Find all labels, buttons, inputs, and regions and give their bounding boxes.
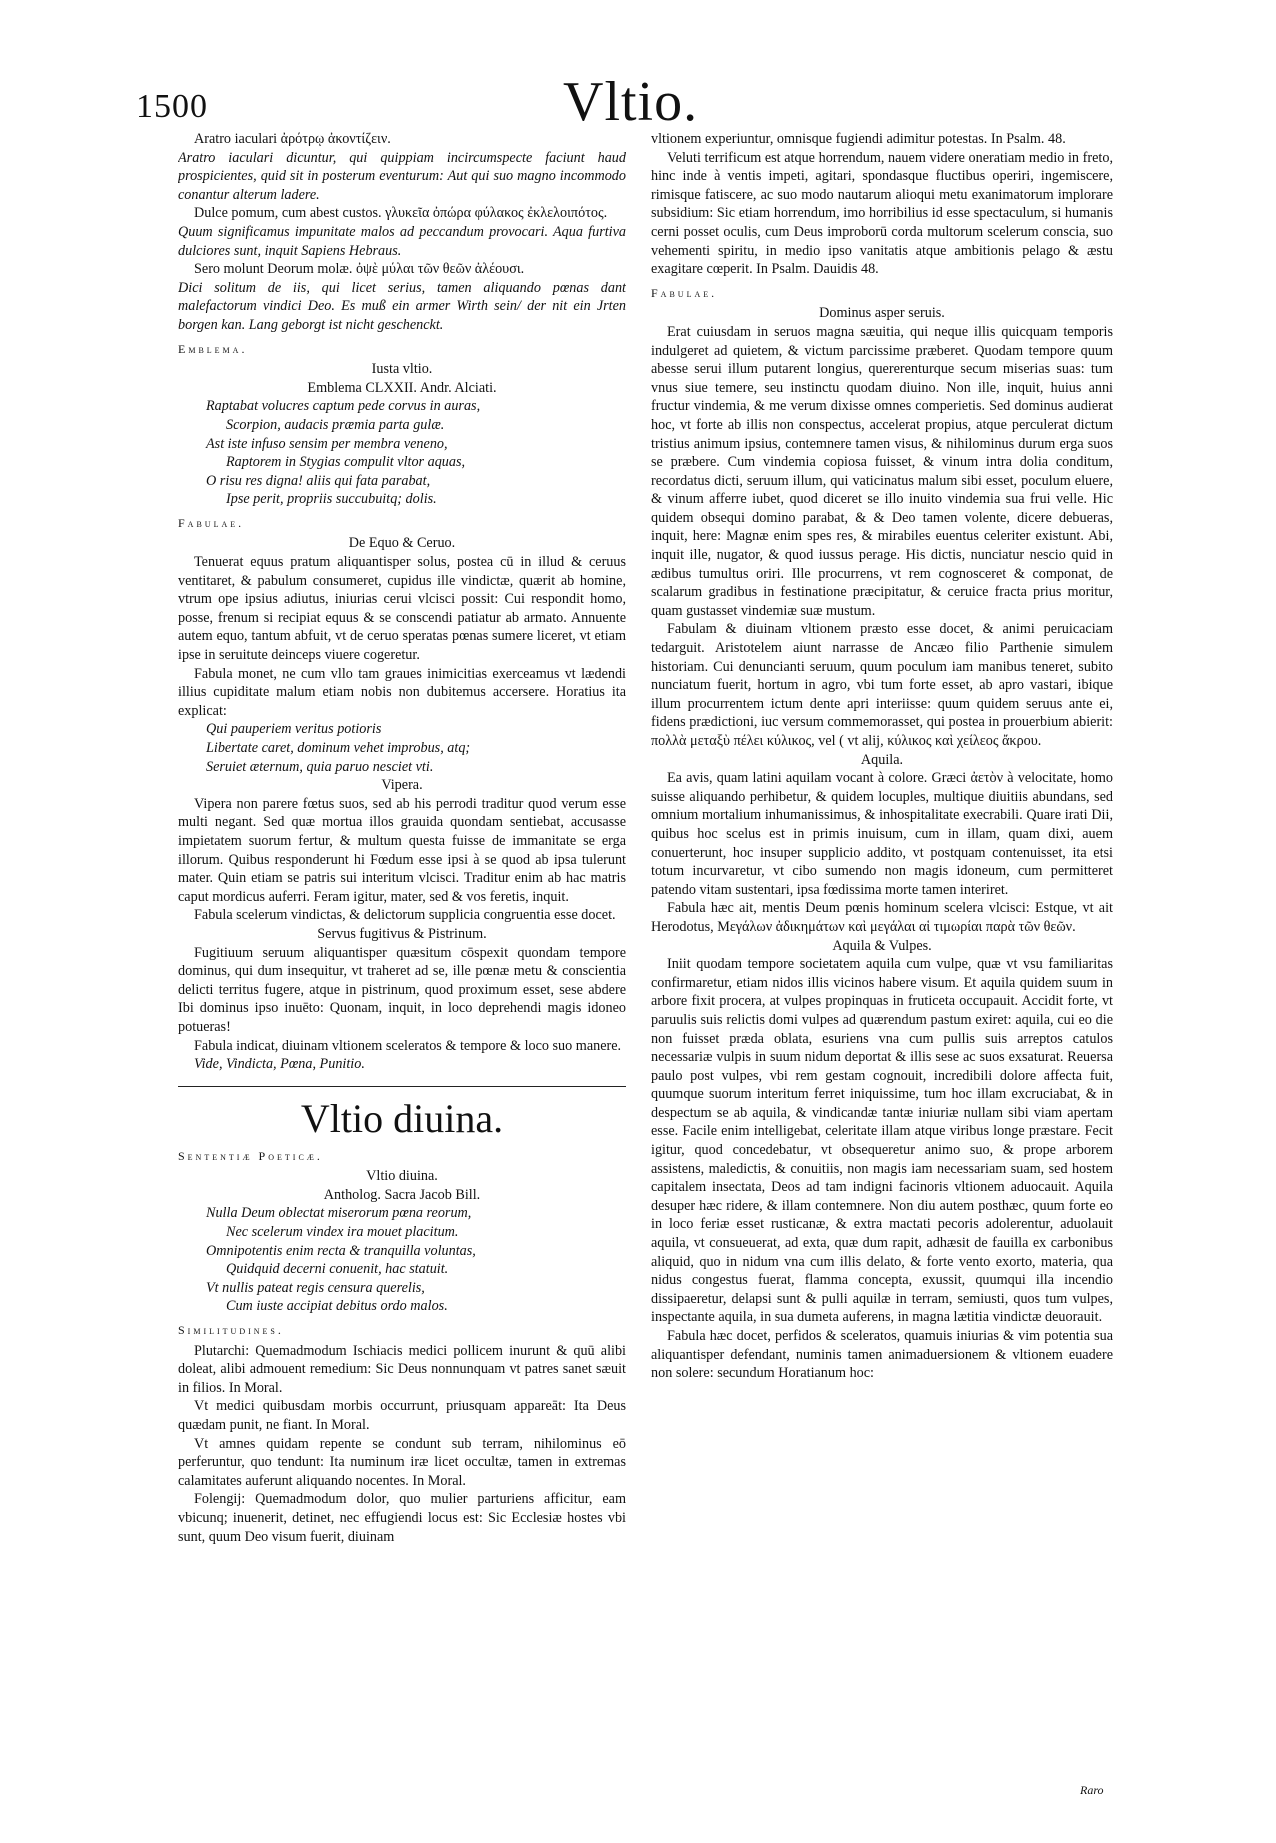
emblem-verse: Raptabat volucres captum pede corvus in auras, <box>206 398 481 415</box>
fable-title: Vipera. <box>381 777 423 794</box>
adage-aratro-gloss: Aratro iaculari dicuntur, qui quippiam incircumspecte faciunt haud prospicientes, quid sit in posterum eventurum: Aut qui suo magno incommodo conantur alterum ladere. <box>178 149 626 203</box>
section-sententiae: Sententiæ Poeticæ. <box>178 1148 323 1163</box>
similitude: Vt amnes quidam repente se condunt sub terram, nihilominus eō perferuntur, quo tendunt: Ita numinum iræ licet occultæ, tamen in extremas calamitates auferunt aliquando nocentes. In Moral. <box>178 1435 626 1489</box>
fable-text: Iniit quodam tempore societatem aquila cum vulpe, quæ vt vsu familiaritas confirmaretur, etiam nidos illis vicinos habere visum. Et aquila quidem suum in arbore fixit procera, at vulpes propinquas in fruticeta occupauit. Accidit forte, vt paruulis suis relictis domi vulpes ad quærendum pastum exiret: aquila, cui eo die non fuisset præda oblata, esuriens vna cum pullis suis arreptos catulos necessariæ vulpis in suum nidum deportat & illis sese ac suos exsaturat. Reuersa paulo post vulpes, vbi rem gestam cognouit, incredibili dolore affecta fuit, quumque suorum interitum ferret iniquissime, tum hoc illam excruciabat, & in despectum se ab aquila, & vindicandæ tantæ iniuriæ nullam sibi viam apertam esse. Facile enim intelligebat, celeritate illam atque viribus longe præstare. Fecit igitur, quod concedebatur, vt obsequeretur animo suo, & prope arborem assistens, maledictis, & conuitiis, non magis iam necessariam suam, sed hostem capitalem insectata, Deos ad tam indigni facinoris vltionem aduocauit. Aquila desuper hæc ridere, & illam contemnere. Non diu autem posthæc, quum forte eo in loco feriæ esset rusticanæ, & extra mactati pecoris adolerentur, aduolauit aquila, vt consueuerat, ad exta, quæ dum rapit, adhæsit de fauilla ex carbonibus aliquid, quo in nidum vna cum illis delato, & forte vento exorto, materia, qua nidus congestus fuerat, flamma concepta, exussit, quumqui illa incendio dissipaeretur, delapsi sunt & pulli aquilæ in terram, semiusti, quos tum vulpes, inspectante aquila, in sua dumeta auferens, in magna lætitia vindictæ deuorauit. <box>651 956 1113 1326</box>
emblem-source: Emblema CLXXII. Andr. Alciati. <box>307 379 497 396</box>
adage-sero-molunt: Sero molunt Deorum molæ. ὀψὲ μύλαι τῶν θεῶν ἀλέουσι. <box>194 261 525 278</box>
emblem-verse: Scorpion, audacis præmia parta gulæ. <box>226 416 445 433</box>
adage-sero-molunt-gloss: Dici solitum de iis, qui licet serius, tamen aliquando pœnas dant malefactorum vindici Deo. Es muß ein armer Wirth sein/ der nit ein Jrten borgen kan. Lang geborgt ist nicht geschenckt. <box>178 279 626 333</box>
fable-text: Tenuerat equus pratum aliquantisper solus, postea cū in illud & ceruus ventitaret, & pabulum consumeret, cupidus ille vindictæ, quærit ab homine, vtrum ope ipsius adiutus, iniurias cerui vlcisci possit: Cui respondit homo, posse, frenum si recipiat equus & se conscendi patiatur ab armato. Annuente autem equo, tantum abfuit, vt de ceruo speratas pœnas sumere liceret, vt etiam ipse in seruitute deinceps viuere cogeretur. <box>178 554 626 664</box>
fable-moral: Fabula scelerum vindictas, & delictorum supplicia congruentia esse docet. <box>194 907 616 924</box>
emblem-verse: Raptorem in Stygias compulit vltor aquas, <box>226 454 466 471</box>
fable-title: Aquila & Vulpes. <box>832 937 932 954</box>
fable-title: Aquila. <box>860 751 904 768</box>
adage-dulce-pomum-gloss: Quum significamus impunitate malos ad peccandum provocari. Aqua furtiva dulciores sunt, inquit Sapiens Hebraus. <box>178 223 626 259</box>
section-divider <box>178 1086 626 1087</box>
section-fabulae: Fabulae. <box>651 285 718 300</box>
page-number: 1500 <box>136 88 208 125</box>
fable-moral: Fabula hæc docet, perfidos & sceleratos, quamuis iniurias & vim potentia sua aliquantisper defendant, numinis tamen animaduersionem & vltionem euadere non solere: secundum Horatianum hoc: <box>651 1328 1113 1382</box>
continuation-text: vltionem experiuntur, omnisque fugiendi adimitur potestas. In Psalm. 48. <box>651 131 1066 147</box>
horace-verse: Seruiet æternum, quia paruo nesciet vti. <box>206 758 434 775</box>
poem-verse: Omnipotentis enim recta & tranquilla voluntas, <box>206 1242 476 1259</box>
poem-verse: Nec scelerum vindex ira mouet placitum. <box>226 1224 459 1241</box>
emblem-verse: Ast iste infuso sensim per membra veneno, <box>206 435 448 452</box>
fable-text: Vipera non parere fœtus suos, sed ab his perrodi traditur quod verum esse multi negant. Sed quæ mortua illos grauida quondam sentiebat, accusasse impietatem suorum fertur, & multum questa fuisse de immanitate se erga illorum. Quibus responderunt hi Fœdum esse ipsi à se quod ab ipsa tulerunt mater. Quin etiam se patris sui interitum vlcisci. Traditur enim ab hac matris caput mordicus auferri. Feram igitur, mater, sed & vos feretis, inquit. <box>178 795 626 905</box>
similitude: Plutarchi: Quemadmodum Ischiacis medici pollicem inurunt & quū alibi doleat, alibi admouent remedium: Sic Deus nonnunquam vt patres sanet sæuit in filios. In Moral. <box>178 1342 626 1396</box>
poem-verse: Nulla Deum oblectat miserorum pœna reorum, <box>206 1205 472 1222</box>
fable-moral: Fabulam & diuinam vltionem præsto esse docet, & animi peruicaciam tedarguit. Aristotelem aiunt narrasse de Ancæo filio Parthenie simulem historiam. Cui denuncianti seruum, quum poculum iam manibus teneret, subito nunciatum fuerit, hortum in agro, vbi tum forte esset, ab apro vastari, ibique illum procurrentem ictum dente apri interiisse: quum quidem seruus ante ei, fidens prædictioni, iuc versum commemorasset, qui postea in prouerbium abierit: πολλὰ μεταξὺ πέλει κύλικος, vel ( vt alij, κύλικος καὶ χείλεος ἄκρου. <box>651 621 1113 749</box>
poem-verse: Cum iuste accipiat debitus ordo malos. <box>226 1298 448 1315</box>
adage-dulce-pomum: Dulce pomum, cum abest custos. γλυκεῖα ὀπώρα φύλακος ἐκλελοιπότος. <box>194 205 608 222</box>
section-fabulae: Fabulae. <box>178 515 245 530</box>
section-similitudines: Similitudines. <box>178 1323 284 1338</box>
subtitle: Vltio diuina. <box>366 1168 438 1185</box>
fable-text: Ea avis, quam latini aquilam vocant à colore. Græci ἀετὸν à velocitate, homo suisse aliquando perhibetur, & quidem locuples, multique diuitiis abundans, sed omnium mortalium inhumanissimus, & inhospitalitate execrabili. Quare irati Dii, quibus hoc scelus est in primis inuisum, cum in illam, quam dixi, auem conuerterunt, hoc insuper supplicio addito, vt postquam contenuisset, ita etsi totum incurvaretur, vt cibo sumendo non magis idoneum, cum permitteret patendo vitam sustentari, ipsa fœdissima morte tamen interiret. <box>651 770 1113 898</box>
poem-verse: Quidquid decerni conuenit, hac statuit. <box>226 1261 449 1278</box>
similitude: Vt medici quibusdam morbis occurrunt, priusquam appareāt: Ita Deus quædam punit, ne fiant. In Moral. <box>178 1398 626 1433</box>
catchword: Raro <box>1080 1783 1104 1797</box>
fable-title: Dominus asper seruis. <box>819 305 945 322</box>
fable-title: De Equo & Ceruo. <box>348 535 456 552</box>
emblem-verse: Ipse perit, propriis succubuitq; dolis. <box>226 491 437 508</box>
fable-text: Fugitiuum seruum aliquantisper quæsitum cōspexit quondam tempore dominus, qui dum insequitur, vt traheret ad se, ille pœnæ metu & conscientia delicti territus fugere, atque in pistrinum, quod proximum esset, sese abdere Ibi dominus ipso inuēto: Quonam, inquit, in loco deprehendi magis idoneo potueras! <box>178 944 626 1035</box>
emblem-title: Iusta vltio. <box>371 361 433 378</box>
fable-title: Servus fugitivus & Pistrinum. <box>317 925 487 942</box>
fable-moral: Fabula indicat, diuinam vltionem sceleratos & tempore & loco suo manere. <box>194 1037 622 1054</box>
poem-verse: Vt nullis pateat regis censura querelis, <box>206 1279 425 1296</box>
adage-aratro: Aratro iaculari ἀρότρῳ ἀκοντίζειν. <box>194 131 391 147</box>
running-headword: Vltio. <box>563 71 699 133</box>
source: Antholog. Sacra Jacob Bill. <box>323 1186 481 1203</box>
fable-text: Erat cuiusdam in seruos magna sæuitia, qui neque illis quicquam temporis indulgeret ad quietem, & victum parcissime præberet. Quodam tempore quum abesse serui illum putarent longius, quererenturque secum miserias suas: tum vnus siue temere, seu instinctu quodam diuino. Non ille, inquit, huius anni fructur vindemia, & me verum dixisse omnes comperietis. Sed dominus audierat hoc, vt forte ab illis non conspectus, accelerat propius, atque perculerat dictum tristius animum ipsius, contemnere tamen visus, & nihilominus durum erga suos se præbere. Cum vindemia copiosa fuisset, & vinum intra dolia conditum, recordatus dicti, seruum illum, qui vaticinatus malum sibi esset, poculum eluere, & vinum afferre iubet, quod diceret se illo inuito vindemia sua frui velle. Hic quidem obsequi domino parabat, & & Deo tamen volente, dicere debueras, inquit, here: Magnæ enim spes res, & mirabiles euentus celeriter existunt. Abi, inquit ille, nugator, & quod iussus perage. His dictis, nunciatur nescio quid in ædibus tumultus oriri. Ille procurrens, vt rem cognosceret & componat, de scalarum gradibus in festinatione præcipitatur, & ceruice fracta prius moritur, quam gustasset vindemiæ suæ mustum. <box>651 323 1113 619</box>
similitude: Folengij: Quemadmodum dolor, quo mulier parturiens afficitur, eam vbicunq; inuenerit, detinet, nec effugiendi locus est: Sic Ecclesiæ hostes vbi sunt, quum Deo visum fuerit, diuinam <box>178 1491 626 1545</box>
right-column <box>651 130 1113 1770</box>
left-column <box>178 130 626 1770</box>
horace-verse: Qui pauperiem veritus potioris <box>206 721 382 738</box>
emblem-verse: O risu res digna! aliis qui fata parabat, <box>206 472 431 489</box>
section-emblema: Emblema. <box>178 341 248 356</box>
fable-moral: Fabula monet, ne cum vllo tam graues inimicitias exerceamus vt lædendi illius cupiditate malum etiam nobis non dubitemus accersere. Horatius ita explicat: <box>178 665 626 719</box>
similitude: Veluti terrificum est atque horrendum, nauem videre oneratiam medio in freto, hinc inde à ventis impeti, agitari, spondasque fluctibus operiri, ingemiscere, rimisque fatiscere, ac suo modo nautarum alioqui metu exanimatorum implorare subsidium: Sic etiam horrendum, imo horribilius id esse spectaculum, si humanis cerni posset oculis, cum Deus improborū corda multorum scelerum conscia, suo vehementi spiritu, in medio ipso vanitatis atque ambitionis pelago & æstu exagitare cœperit. In Psalm. Dauidis 48. <box>651 149 1113 278</box>
entry-heading: Vltio diuina. <box>300 1095 504 1141</box>
fable-moral: Fabula hæc ait, mentis Deum pœnis hominum scelera vlcisci: Estque, vt ait Herodotus, Μεγάλων ἀδικημάτων καὶ μεγάλαι αἱ τιμωρίαι παρὰ τῶν θεῶν. <box>651 900 1113 935</box>
see-also: Vide, Vindicta, Pœna, Punitio. <box>194 1056 365 1073</box>
horace-verse: Libertate caret, dominum vehet improbus, atq; <box>206 740 471 756</box>
